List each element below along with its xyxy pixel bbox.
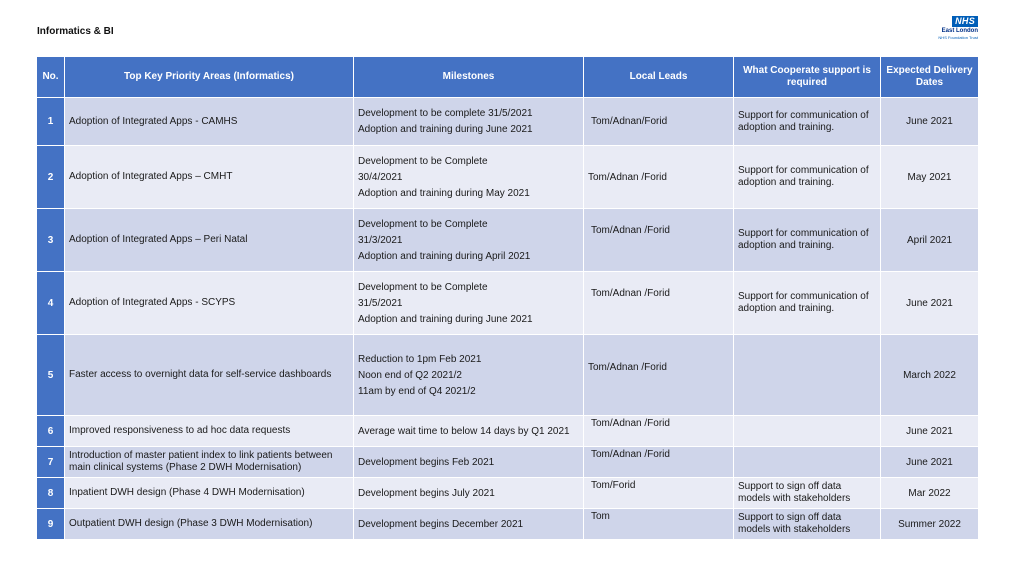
delivery-date: Summer 2022 [881,509,979,540]
priority-table [36,56,979,540]
priority-area: Improved responsiveness to ad hoc data requests [65,416,354,447]
milestones [354,146,584,209]
milestone-line: Adoption and training during June 2021 [358,124,533,135]
table-row [37,509,979,540]
column-header-no: No. [37,57,65,98]
delivery-date: June 2021 [881,447,979,478]
local-leads: Tom/Adnan/Forid [584,98,734,146]
column-header-milestones: Milestones [354,57,584,98]
column-header-priority-areas: Top Key Priority Areas (Informatics) [65,57,354,98]
milestones [354,335,584,416]
row-number: 5 [37,335,65,416]
milestone-line: Reduction to 1pm Feb 2021 [358,353,482,365]
priority-area: Outpatient DWH design (Phase 3 DWH Modernisation) [65,509,354,540]
milestone-line: Development to be complete 31/5/2021 [358,108,533,119]
support-required: Support to sign off data models with stakeholders [734,509,881,540]
milestone-line: Development to be Complete [358,281,488,293]
milestones [354,509,584,540]
milestones [354,209,584,272]
table-row [37,272,979,335]
local-leads: Tom/Adnan /Forid [584,146,734,209]
milestones [354,416,584,447]
row-number: 9 [37,509,65,540]
row-number: 2 [37,146,65,209]
local-leads: Tom/Adnan /Forid [584,209,734,272]
milestones [354,272,584,335]
milestone-line: Average wait time to below 14 days by Q1 2021 [358,425,570,437]
row-number: 1 [37,98,65,146]
priority-area: Inpatient DWH design (Phase 4 DWH Modernisation) [65,478,354,509]
milestone-line: Development begins December 2021 [358,518,524,530]
support-required: Support for communication of adoption and training. [734,146,881,209]
row-number: 8 [37,478,65,509]
support-required: Support for communication of adoption and training. [734,98,881,146]
row-number: 3 [37,209,65,272]
local-leads: Tom/Adnan /Forid [584,272,734,335]
delivery-date: March 2022 [881,335,979,416]
table-row [37,478,979,509]
support-required [734,335,881,416]
milestone-line: Development to be Complete [358,218,488,230]
column-header-local-leads: Local Leads [584,57,734,98]
support-required: Support for communication of adoption and training. [734,209,881,272]
page-title: Informatics & BI [37,26,114,37]
milestones [354,98,584,146]
support-required [734,416,881,447]
column-header-support: What Cooperate support is required [734,57,881,98]
table-row [37,98,979,146]
table-row [37,209,979,272]
priority-area: Adoption of Integrated Apps – CMHT [65,146,354,209]
priority-area: Faster access to overnight data for self-service dashboards [65,335,354,416]
table-row [37,447,979,478]
delivery-date: June 2021 [881,416,979,447]
local-leads: Tom [584,509,734,540]
milestone-line: Noon end of Q2 2021/2 [358,369,462,381]
support-required: Support for communication of adoption and training. [734,272,881,335]
row-number: 7 [37,447,65,478]
support-required: Support to sign off data models with stakeholders [734,478,881,509]
column-header-delivery-dates: Expected Delivery Dates [881,57,979,98]
table-header-row [37,57,979,98]
milestone-line: Development to be Complete [358,155,488,167]
priority-area: Adoption of Integrated Apps – Peri Natal [65,209,354,272]
local-leads: Tom/Adnan /Forid [584,335,734,416]
priority-area: Adoption of Integrated Apps - CAMHS [65,98,354,146]
milestone-line: Development begins Feb 2021 [358,456,495,468]
table-row [37,146,979,209]
support-required [734,447,881,478]
nhs-logo [930,16,978,40]
nhs-logo-badge: NHS [952,16,978,27]
milestone-line: Adoption and training during April 2021 [358,250,531,262]
priority-area: Introduction of master patient index to link patients between main clinical systems (Phase 2 DWH Modernisation) [65,447,354,478]
row-number: 4 [37,272,65,335]
delivery-date: June 2021 [881,98,979,146]
milestone-line: Adoption and training during June 2021 [358,313,533,325]
milestone-line: 30/4/2021 [358,171,403,183]
milestone-line: Development begins July 2021 [358,487,495,499]
milestone-line: Adoption and training during May 2021 [358,187,530,199]
table-row [37,335,979,416]
row-number: 6 [37,416,65,447]
local-leads: Tom/Adnan /Forid [584,416,734,447]
milestones [354,478,584,509]
delivery-date: April 2021 [881,209,979,272]
delivery-date: May 2021 [881,146,979,209]
nhs-logo-org: East London [941,28,978,34]
table-row [37,416,979,447]
delivery-date: June 2021 [881,272,979,335]
local-leads: Tom/Forid [584,478,734,509]
milestone-line: 11am by end of Q4 2021/2 [358,385,476,397]
milestones [354,447,584,478]
nhs-logo-trust: NHS Foundation Trust [938,35,978,40]
delivery-date: Mar 2022 [881,478,979,509]
priority-area: Adoption of Integrated Apps - SCYPS [65,272,354,335]
milestone-line: 31/5/2021 [358,297,403,309]
local-leads: Tom/Adnan /Forid [584,447,734,478]
milestone-line: 31/3/2021 [358,234,403,246]
